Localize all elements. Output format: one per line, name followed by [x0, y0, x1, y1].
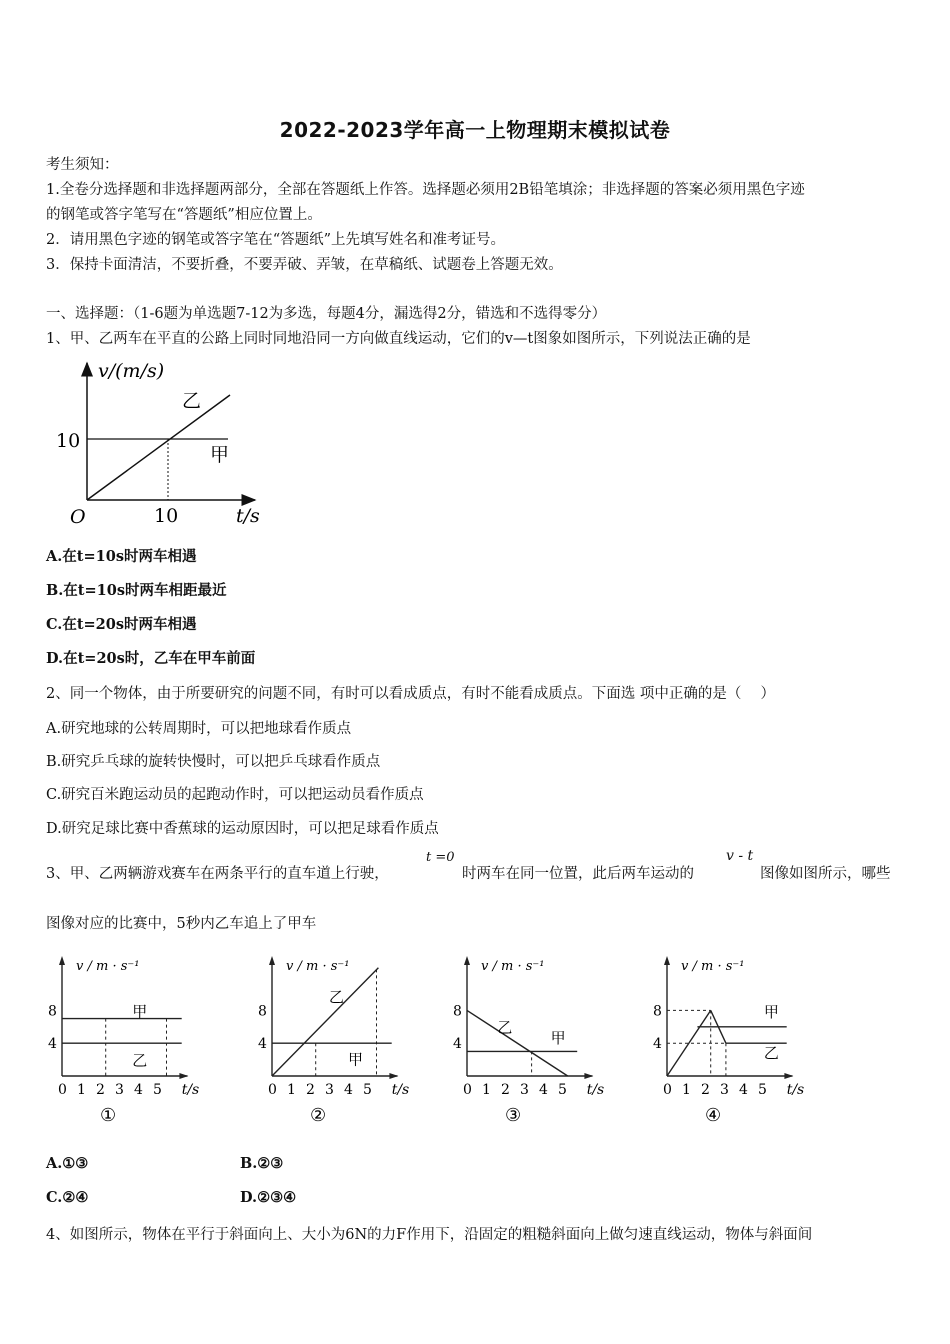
q3-g1-xtick-4: 4 — [134, 1082, 143, 1098]
q3-g1-ylabel: v / m · s⁻¹ — [76, 959, 140, 974]
q3-g1-label-jia: 甲 — [132, 1002, 148, 1021]
q1-option-b[interactable]: B.在t=10s时两车相距最近 — [46, 582, 227, 599]
q3-g1-xlabel: t/s — [181, 1082, 200, 1098]
q3-graphs — [40, 948, 820, 1142]
question-4-stem: 4、如图所示，物体在平行于斜面向上、大小为6N的力F作用下，沿固定的粗糙斜面向上做匀速直线运动，物体与斜面间 — [46, 1227, 813, 1243]
q3-g2-xtick-5: 5 — [363, 1082, 372, 1098]
q3-g3-circle-label: ③ — [505, 1105, 522, 1126]
notice-item-3: 3．保持卡面清洁，不要折叠，不要弄破、弄皱，在草稿纸、试题卷上答题无效。 — [46, 257, 563, 273]
q3-g3-label-yi: 乙 — [497, 1018, 513, 1037]
q3-g2-xlabel: t/s — [391, 1082, 410, 1098]
q3-g4-xtick-0: 0 — [663, 1082, 672, 1098]
notice-item-1-cont: 的钢笔或答字笔写在“答题纸”相应位置上。 — [46, 207, 322, 223]
notice-item-2: 2．请用黑色字迹的钢笔或答字笔在“答题纸”上先填写姓名和准考证号。 — [46, 232, 506, 248]
q3-g2-xtick-4: 4 — [344, 1082, 353, 1098]
q3-g3-xtick-4: 4 — [539, 1082, 548, 1098]
q1-option-a[interactable]: A.在t=10s时两车相遇 — [46, 548, 197, 565]
q3-g1-ytick-4: 4 — [48, 1036, 57, 1053]
q3-g1-xtick-3: 3 — [115, 1082, 124, 1098]
q3-g2-label-yi: 乙 — [329, 988, 345, 1007]
question-3-stem-part2: 时两车在同一位置，此后两车运动的 — [462, 866, 694, 882]
q3-t0: t =0 — [426, 850, 455, 865]
q3-g4-xtick-5: 5 — [758, 1082, 767, 1098]
q3-g3-xtick-2: 2 — [501, 1082, 510, 1098]
q1-option-d[interactable]: D.在t=20s时，乙车在甲车前面 — [46, 650, 256, 667]
q3-g2-x-arrow — [389, 1073, 398, 1079]
q1-option-c[interactable]: C.在t=20s时两车相遇 — [46, 616, 197, 633]
q3-g3-x-arrow — [584, 1073, 593, 1079]
q3-g4-xtick-3: 3 — [720, 1082, 729, 1098]
question-2-stem: 2、同一个物体，由于所要研究的问题不同，有时可以看成质点，有时不能看成质点。下面选 项中正确的是（ ） — [46, 686, 775, 702]
q3-g4-ylabel: v / m · s⁻¹ — [681, 959, 745, 974]
q3-g3-y-arrow — [464, 956, 470, 965]
q3-option-c[interactable]: C.②④ — [46, 1189, 89, 1206]
q3-option-a[interactable]: A.①③ — [46, 1155, 89, 1172]
q3-g2-circle-label: ② — [310, 1105, 327, 1126]
q3-g2-xtick-0: 0 — [268, 1082, 277, 1098]
section-heading: 一、选择题：（1-6题为单选题7-12为多选，每题4分，漏选得2分，错选和不选得零分） — [46, 306, 607, 322]
q3-g1-circle-label: ① — [100, 1105, 117, 1126]
q3-g2-y-arrow — [269, 956, 275, 965]
q3-vt: v - t — [726, 848, 754, 864]
q3-g3-xtick-3: 3 — [520, 1082, 529, 1098]
q3-g1-x-arrow — [179, 1073, 188, 1079]
q3-g1-xtick-5: 5 — [153, 1082, 162, 1098]
notice-heading: 考生须知： — [46, 157, 119, 173]
q1-origin: O — [70, 506, 86, 528]
q3-g2-ylabel: v / m · s⁻¹ — [286, 959, 350, 974]
q3-g3-ytick-8: 8 — [453, 1003, 462, 1020]
question-3-stem-part4: 图像对应的比赛中，5秒内乙车追上了甲车 — [46, 916, 317, 932]
q1-line-yi — [87, 395, 230, 500]
q3-g4-label-yi: 乙 — [763, 1043, 779, 1062]
q1-label-jia: 甲 — [210, 444, 230, 466]
q3-g2-ytick-4: 4 — [258, 1036, 267, 1053]
question-1-stem: 1、甲、乙两车在平直的公路上同时同地沿同一方向做直线运动，它们的v—t图象如图所示，下列说法正确的是 — [46, 331, 751, 347]
q3-g3-xtick-5: 5 — [558, 1082, 567, 1098]
q3-g4-circle-label: ④ — [705, 1105, 722, 1126]
q2-option-d[interactable]: D.研究足球比赛中香蕉球的运动原因时，可以把足球看作质点 — [46, 821, 439, 837]
q3-g4-label-jia: 甲 — [763, 1002, 779, 1021]
q1-vt-graph — [50, 355, 280, 534]
q3-g4-xtick-4: 4 — [739, 1082, 748, 1098]
q3-g2-ytick-8: 8 — [258, 1003, 267, 1020]
q3-g3-ylabel: v / m · s⁻¹ — [481, 959, 545, 974]
question-3-stem-part3: 图像如图所示，哪些 — [760, 866, 891, 882]
q1-ylabel: v/(m/s) — [98, 360, 165, 382]
q3-g1-xtick-0: 0 — [58, 1082, 67, 1098]
notice-item-1: 1.全卷分选择题和非选择题两部分，全部在答题纸上作答。选择题必须用2B铅笔填涂；非选择题的答案必须用黑色字迹 — [46, 182, 805, 198]
q3-option-d[interactable]: D.②③④ — [240, 1189, 297, 1206]
q1-ytick: 10 — [56, 430, 81, 452]
q3-g4-xlabel: t/s — [786, 1082, 805, 1098]
q3-g2-xtick-2: 2 — [306, 1082, 315, 1098]
q2-option-a[interactable]: A.研究地球的公转周期时，可以把地球看作质点 — [46, 721, 352, 737]
q3-g3-xlabel: t/s — [586, 1082, 605, 1098]
question-3-stem-part1: 3、甲、乙两辆游戏赛车在两条平行的直车道上行驶， — [46, 866, 389, 882]
q2-option-c[interactable]: C.研究百米跑运动员的起跑动作时，可以把运动员看作质点 — [46, 787, 424, 803]
q3-g4-x-arrow — [784, 1073, 793, 1079]
page-title: 2022-2023学年高一上物理期末模拟试卷 — [279, 118, 671, 142]
q2-option-b[interactable]: B.研究乒乓球的旋转快慢时，可以把乒乓球看作质点 — [46, 754, 381, 770]
q1-xlabel: t/s — [236, 505, 260, 527]
q3-g4-ytick-4: 4 — [653, 1036, 662, 1053]
q3-g4-ytick-8: 8 — [653, 1003, 662, 1020]
q3-g4-xtick-2: 2 — [701, 1082, 710, 1098]
q3-g1-ytick-8: 8 — [48, 1003, 57, 1020]
q3-g3-xtick-1: 1 — [482, 1082, 491, 1098]
q1-xtick: 10 — [154, 505, 179, 527]
q1-label-yi: 乙 — [182, 390, 202, 412]
q3-g1-y-arrow — [59, 956, 65, 965]
q3-g1-xtick-2: 2 — [96, 1082, 105, 1098]
q3-option-b[interactable]: B.②③ — [240, 1155, 284, 1172]
q3-g2-xtick-1: 1 — [287, 1082, 296, 1098]
q3-g1-label-yi: 乙 — [132, 1051, 148, 1070]
q3-g2-label-jia: 甲 — [348, 1050, 364, 1069]
q3-g4-xtick-1: 1 — [682, 1082, 691, 1098]
q3-g3-label-jia: 甲 — [550, 1029, 566, 1048]
q3-g2-xtick-3: 3 — [325, 1082, 334, 1098]
q3-g4-y-arrow — [664, 956, 670, 965]
q3-g3-xtick-0: 0 — [463, 1082, 472, 1098]
q3-g3-ytick-4: 4 — [453, 1036, 462, 1053]
q3-g1-xtick-1: 1 — [77, 1082, 86, 1098]
